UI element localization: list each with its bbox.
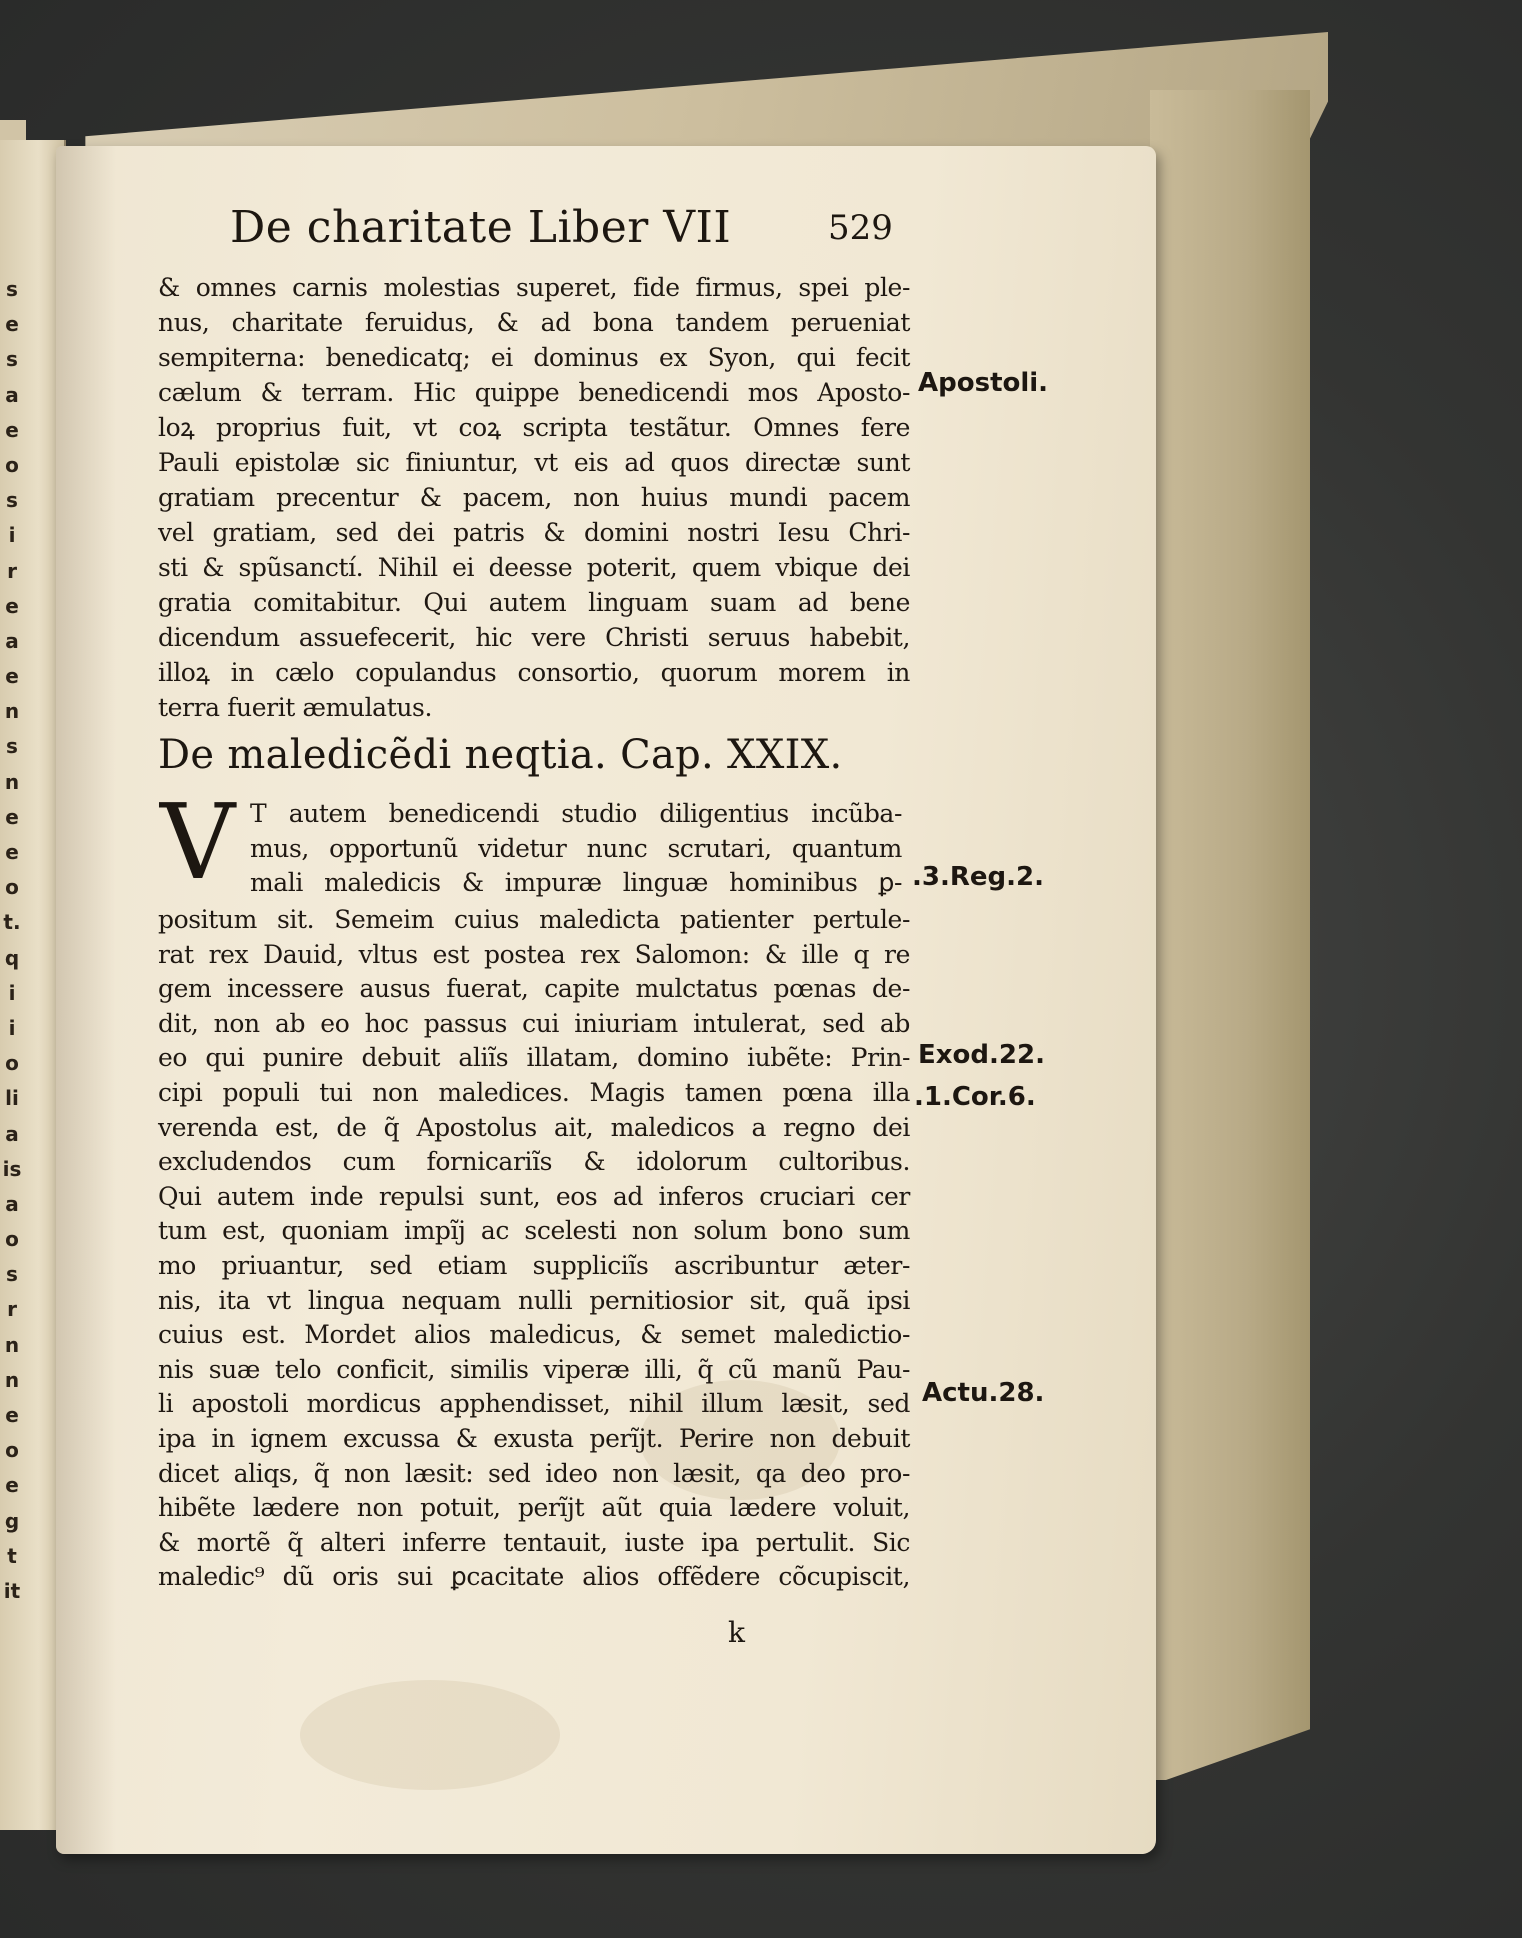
left-page-letter: o xyxy=(5,1438,19,1463)
left-page-letter: i xyxy=(8,1015,16,1040)
text-line: vel gratiam, sed dei patris & domini nostri Iesu Chri- xyxy=(158,518,910,547)
text-line: dit, non ab eo hoc passus cui iniuriam intulerat, sed ab xyxy=(158,1008,910,1038)
text-line: ipa in ignem excussa & exusta perĩjt. Perire non debuit xyxy=(158,1423,910,1453)
left-page-letter: it xyxy=(3,1578,21,1603)
left-page-letter: e xyxy=(5,804,19,829)
text-line: sti & spũsanctí. Nihil ei deesse poterit, quem vbique dei xyxy=(158,553,910,582)
body-text-top xyxy=(158,270,910,725)
left-page-letter: i xyxy=(8,980,16,1005)
text-line: & omnes carnis molestias superet, fide firmus, spei ple- xyxy=(158,273,910,302)
text-line: verenda est, de q̃ Apostolus ait, maledicos a regno dei xyxy=(158,1112,910,1142)
left-page-letter: r xyxy=(7,1297,17,1322)
left-page-letter: s xyxy=(6,277,18,301)
marginal-note-actu: Actu.28. xyxy=(922,1378,1045,1408)
left-page-letter: g xyxy=(4,1508,20,1533)
text-line: hibẽte lædere non potuit, perĩjt aũt quia lædere voluit, xyxy=(158,1493,910,1523)
text-line: terra fuerit æmulatus. xyxy=(158,693,433,722)
text-line: T autem benedicendi studio diligentius incũba- xyxy=(250,799,902,828)
text-line: mus, opportunũ videtur nunc scrutari, quantum xyxy=(250,833,902,863)
text-line: nus, charitate feruidus, & ad bona tandem perueniat xyxy=(158,308,910,337)
left-page-letter: e xyxy=(5,593,19,618)
text-line: nis suæ telo conficit, similis viperæ illi, q̃ cũ manũ Pau- xyxy=(158,1354,910,1384)
text-line: sempiterna: benedicatq; ei dominus ex Syon, qui fecit xyxy=(158,343,910,372)
left-page-letter: i xyxy=(8,523,16,548)
left-page-letter: o xyxy=(5,1227,19,1252)
text-line: & mortẽ q̃ alteri inferre tentauit, iuste ipa pertulit. Sic xyxy=(158,1527,910,1557)
text-line: rat rex Dauid, vltus est postea rex Salomon: & ille q re xyxy=(158,939,910,969)
text-line: li apostoli mordicus apphendisset, nihil illum læsit, sed xyxy=(158,1389,910,1419)
left-page-letter: s xyxy=(6,488,18,513)
drop-cap-initial: V xyxy=(160,781,236,903)
page-gutter-shadow xyxy=(56,146,116,1854)
body-text-bottom xyxy=(158,903,910,1595)
marginal-note-exod: Exod.22. xyxy=(918,1040,1045,1070)
left-page-letter: e xyxy=(5,312,19,337)
text-line: mo priuantur, sed etiam suppliciĩs ascribuntur æter- xyxy=(158,1250,910,1280)
left-page-letter: n xyxy=(4,699,20,724)
left-page-letter: e xyxy=(5,1403,19,1427)
left-page-letter: e xyxy=(5,664,19,689)
text-line: tum est, quoniam impĩj ac scelesti non solum bono sum xyxy=(158,1216,910,1246)
text-line: Pauli epistolæ sic finiuntur, vt eis ad quos directæ sunt xyxy=(158,448,910,477)
text-line: mali maledicis & impuræ linguæ hominibus ꝑ- xyxy=(250,868,902,898)
left-page-letter: n xyxy=(4,1367,20,1392)
page-stain xyxy=(300,1680,560,1790)
text-line: illoꝝ in cælo copulandus consortio, quorum morem in xyxy=(158,658,910,687)
left-page-letter: n xyxy=(4,1332,20,1357)
text-line: dicet aliqs, q̃ non læsit: sed ideo non læsit, qa deo pro- xyxy=(158,1458,910,1488)
left-page-letter: li xyxy=(5,1086,19,1111)
marginal-note-apostoli: Apostoli. xyxy=(918,368,1049,398)
text-line: loꝝ proprius fuit, vt coꝝ scripta testãtur. Omnes fere xyxy=(158,413,910,442)
left-page-letter: r xyxy=(7,558,17,583)
left-page-letter: s xyxy=(6,1262,18,1287)
text-line: positum sit. Semeim cuius maledicta patienter pertule- xyxy=(158,905,910,934)
left-page-letter: a xyxy=(5,1191,19,1216)
text-line: cælum & terram. Hic quippe benedicendi mos Aposto- xyxy=(158,378,910,407)
left-page-letter: a xyxy=(5,628,19,653)
left-page-letter: a xyxy=(5,382,19,407)
chapter-heading: De maledicẽdi neqtia. Cap. XXIX. xyxy=(158,732,843,778)
left-page-letter: e xyxy=(5,417,19,442)
left-page-letter: s xyxy=(6,347,18,372)
text-line: nis, ita vt lingua nequam nulli pernitiosior sit, quã ipsi xyxy=(158,1285,910,1315)
marginal-note-reg: .3.Reg.2. xyxy=(912,862,1044,892)
left-page-letter: e xyxy=(5,1473,19,1498)
text-line: maledic⁹ dũ oris sui ꝑcacitate alios offẽdere cõcupiscit, xyxy=(158,1562,910,1592)
left-page-letter: t xyxy=(7,1543,17,1568)
left-page-letter: q xyxy=(4,945,20,970)
left-page-letter: o xyxy=(5,1051,19,1076)
text-line: cipi populi tui non maledices. Magis tamen pœna illa xyxy=(158,1077,910,1107)
catchword: k xyxy=(728,1616,745,1649)
left-page-letter: a xyxy=(5,1121,19,1146)
vellum-binding-edge xyxy=(1150,90,1310,1780)
left-page-corner xyxy=(0,120,26,142)
text-line: dicendum assuefecerit, hic vere Christi seruus habebit, xyxy=(158,623,910,652)
left-page-letter: s xyxy=(6,734,18,759)
page-number: 529 xyxy=(828,208,893,248)
running-head: De charitate Liber VII xyxy=(230,202,732,253)
left-page-letter: is xyxy=(2,1156,22,1181)
left-page-letter: t. xyxy=(3,910,21,935)
text-line: excludendos cum fornicariĩs & idolorum cultoribus. xyxy=(158,1147,910,1177)
text-line: cuius est. Mordet alios maledicus, & semet maledictio- xyxy=(158,1320,910,1350)
left-page-letter: o xyxy=(5,452,19,477)
marginal-note-cor: .1.Cor.6. xyxy=(914,1082,1036,1112)
text-line: eo qui punire debuit aliĩs illatam, domino iubẽte: Prin- xyxy=(158,1043,910,1073)
text-line: Qui autem inde repulsi sunt, eos ad inferos cruciari cer xyxy=(158,1181,910,1211)
text-line: gem incessere ausus fuerat, capite mulctatus pœnas de- xyxy=(158,974,910,1004)
left-page-letter: e xyxy=(5,840,19,864)
left-page-letter: n xyxy=(4,769,20,794)
body-text-indented xyxy=(250,797,902,901)
left-page-letters xyxy=(2,272,22,1609)
left-page-letter: o xyxy=(5,875,19,900)
text-line: gratiam precentur & pacem, non huius mundi pacem xyxy=(158,483,910,512)
text-line: gratia comitabitur. Qui autem linguam suam ad bene xyxy=(158,588,910,617)
